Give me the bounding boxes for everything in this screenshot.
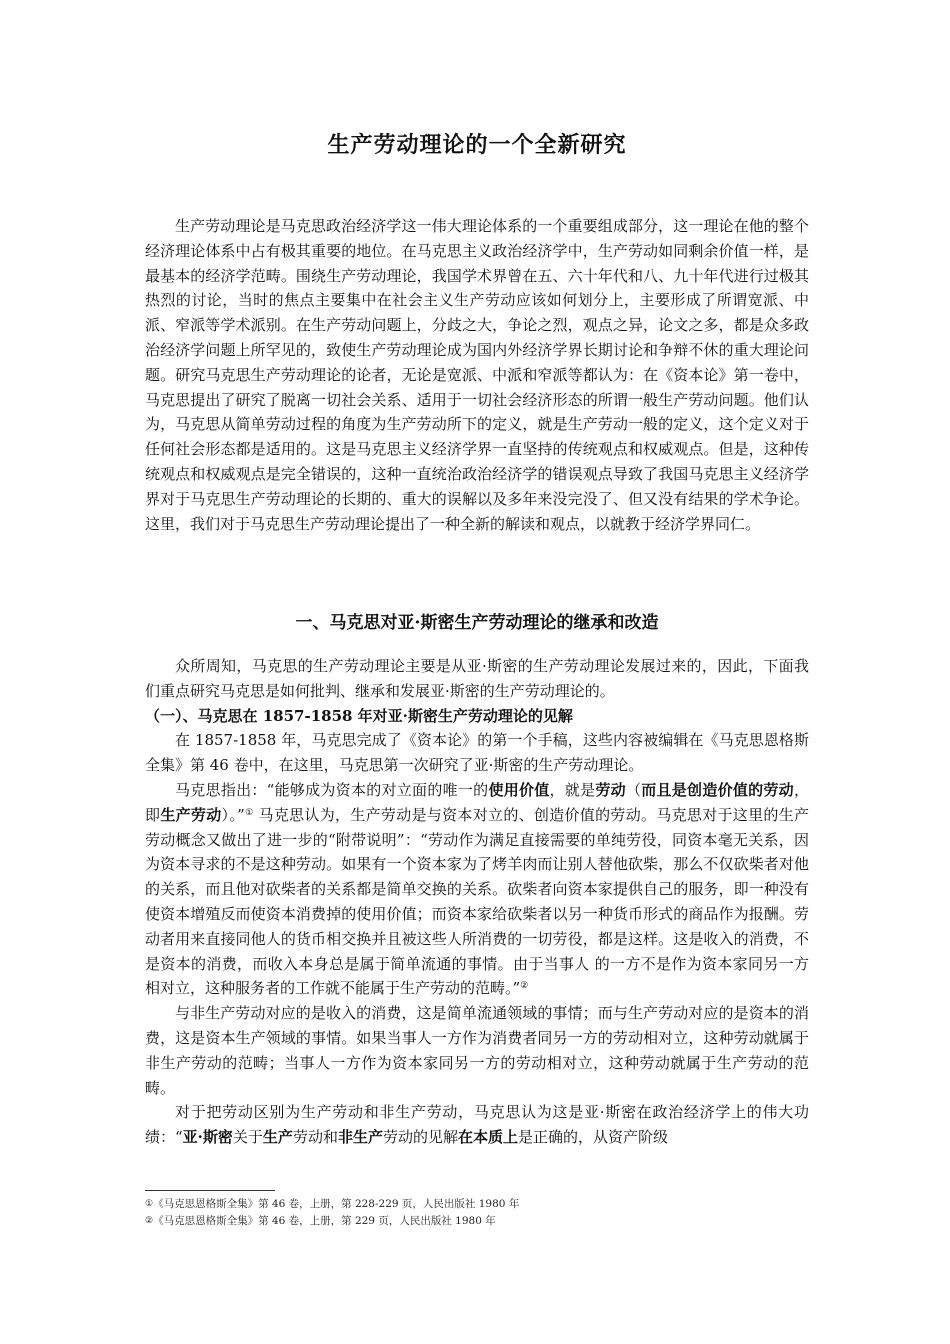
document-title: 生产劳动理论的一个全新研究 [327,132,627,158]
section-heading: 一、马克思对亚·斯密生产劳动理论的继承和改造 [295,613,659,633]
text-run: 关于 [232,1128,263,1147]
text-run: 马克思指出：“能够成为资本的对立面的唯一的 [175,780,489,799]
subsection-heading: （一）、马克思在 1857-1858 年对亚·斯密生产劳动理论的见解 [145,706,573,725]
bold-run: 在本质上 [457,1128,518,1147]
bold-run: 亚·斯密 [182,1128,233,1147]
footnote-ref-1[interactable]: ① [244,807,254,818]
paragraph-1: 众所周知，马克思的生产劳动理论主要是从亚·斯密的生产劳动理论发展过来的，因此，下面我们重点研究马克思是如何批判、继承和发展亚·斯密的生产劳动理论的。 [145,657,809,700]
text-run: 对于把劳动区别为生产劳动和非生产劳动，马克思认为这是亚·斯密在政治经济学上的伟大功绩：“ [145,1103,809,1147]
bold-run: 使用价值 [488,780,550,799]
text-run: 劳动的见解 [382,1128,458,1147]
bold-run: 生产劳动 [160,805,222,824]
paragraph-3 [145,778,809,1001]
bold-run: 非生产 [337,1128,383,1147]
paragraph-2: 在 1857-1858 年，马克思完成了《资本论》的第一个手稿，这些内容被编辑在《马克思恩格斯全集》第 46 卷中，在这里，马克思第一次研究了亚·斯密的生产劳动理论。 [145,731,809,775]
text-run: ，就是 [549,780,596,799]
paragraph-5 [145,1100,809,1150]
bold-run: 生产 [262,1128,293,1147]
intro-paragraph: 生产劳动理论是马克思政治经济学这一伟大理论体系的一个重要组成部分，这一理论在他的整个经济理论体系中占有极其重要的地位。在马克思主义政治经济学中，生产劳动如同剩余价值一样，是最基本的经济学范畴。围绕生产劳动理论，我国学术界曾在五、六十年代和八、九十年代进行过极其热烈的讨论，当时的焦点主要集中在社会主义生产劳动应该如何划分上，主要形成了所谓宽派、中派、窄派等学术派别。在生产劳动问题上，分歧之大，争论之烈，观点之异，论文之多，都是众多政治经济学问题上所罕见的，致使生产劳动理论成为国内外经济学界长期讨论和争辩不休的重大理论问题。研究马克思生产劳动理论的论者，无论是宽派、中派和窄派等都认为：在《资本论》第一卷中，马克思提出了研究了脱离一切社会关系、适用于一切社会经济形态的所谓一般生产劳动问题。他们认为，马克思从简单劳动过程的角度为生产劳动所下的定义，就是生产劳动一般的定义，这个定义对于任何社会形态都是适用的。这是马克思主义经济学界一直坚持的传统观点和权威观点。但是，这种传统观点和权威观点是完全错误的，这种一直统治政治经济学的错误观点导致了我国马克思主义经济学界对于马克思生产劳动理论的长期的、重大的误解以及多年来没完没了、但又没有结果的学术争论。这里，我们对于马克思生产劳动理论提出了一种全新的解读和观点，以就教于经济学界同仁。 [145,217,809,533]
text-run: ，即 [145,780,809,824]
bold-run: 而且是创造价值的劳动 [641,780,794,799]
footnote-divider [145,1190,275,1191]
section-body [145,654,809,1150]
text-run: （ [625,780,642,799]
footnote-text: 《马克思恩格斯全集》第 46 卷，上册，第 229 页，人民出版社 1980 年 [153,1215,496,1227]
paragraph-4: 与非生产劳动对应的是收入的消费，这是简单流通领域的事情；而与生产劳动对应的是资本的消费，这是资本生产领域的事情。如果当事人一方作为消费者同另一方的劳动相对立，这种劳动就属于非生产劳动的范畴；当事人一方作为资本家同另一方的劳动相对立，这种劳动就属于生产劳动的范畴。 [145,1004,809,1097]
footnote-ref-2[interactable]: ② [520,981,529,992]
footnote-text: 《马克思恩格斯全集》第 46 卷，上册，第 228-229 页，人民出版社 1980 年 [153,1198,520,1210]
footnote-mark: ① [145,1199,154,1209]
text-run: 是正确的，从资产阶级 [518,1128,669,1147]
text-run: 劳动和 [292,1128,338,1147]
footnote-mark: ② [145,1216,154,1226]
footnote-1 [145,1196,809,1213]
text-run: 马克思认为，生产劳动是与资本对立的、创造价值的劳动。马克思对于这里的生产劳动概念又做出了进一步的“附带说明”：“劳动作为满足直接需要的单纯劳役，同资本毫无关系，因为资本寻求的不是这种劳动。如果有一个资本家为了烤羊肉而让别人替他砍柴，那么不仅砍柴者对他的关系，而且他对砍柴者的关系都是简单交换的关系。砍柴者向资本家提供自己的服务，即一种没有使资本增殖反而使资本消费掉的使用价值；而资本家给砍柴者以另一种货币形式的商品作为报酬。劳动者用来直接同他人的货币相交换并且被这些人所消费的一切劳役，都是这样。这是收入的消费，不是资本的消费，而收入本身总是属于简单流通的事情。由于当事人 的一方不是作为资本家同另一方相对立，这种服务者的工作就不能属于生产劳动的范畴。” [145,805,809,998]
footnote-2 [145,1213,809,1230]
text-run: ）。” [221,805,245,824]
footnotes [145,1196,809,1230]
bold-run: 劳动 [595,780,626,799]
